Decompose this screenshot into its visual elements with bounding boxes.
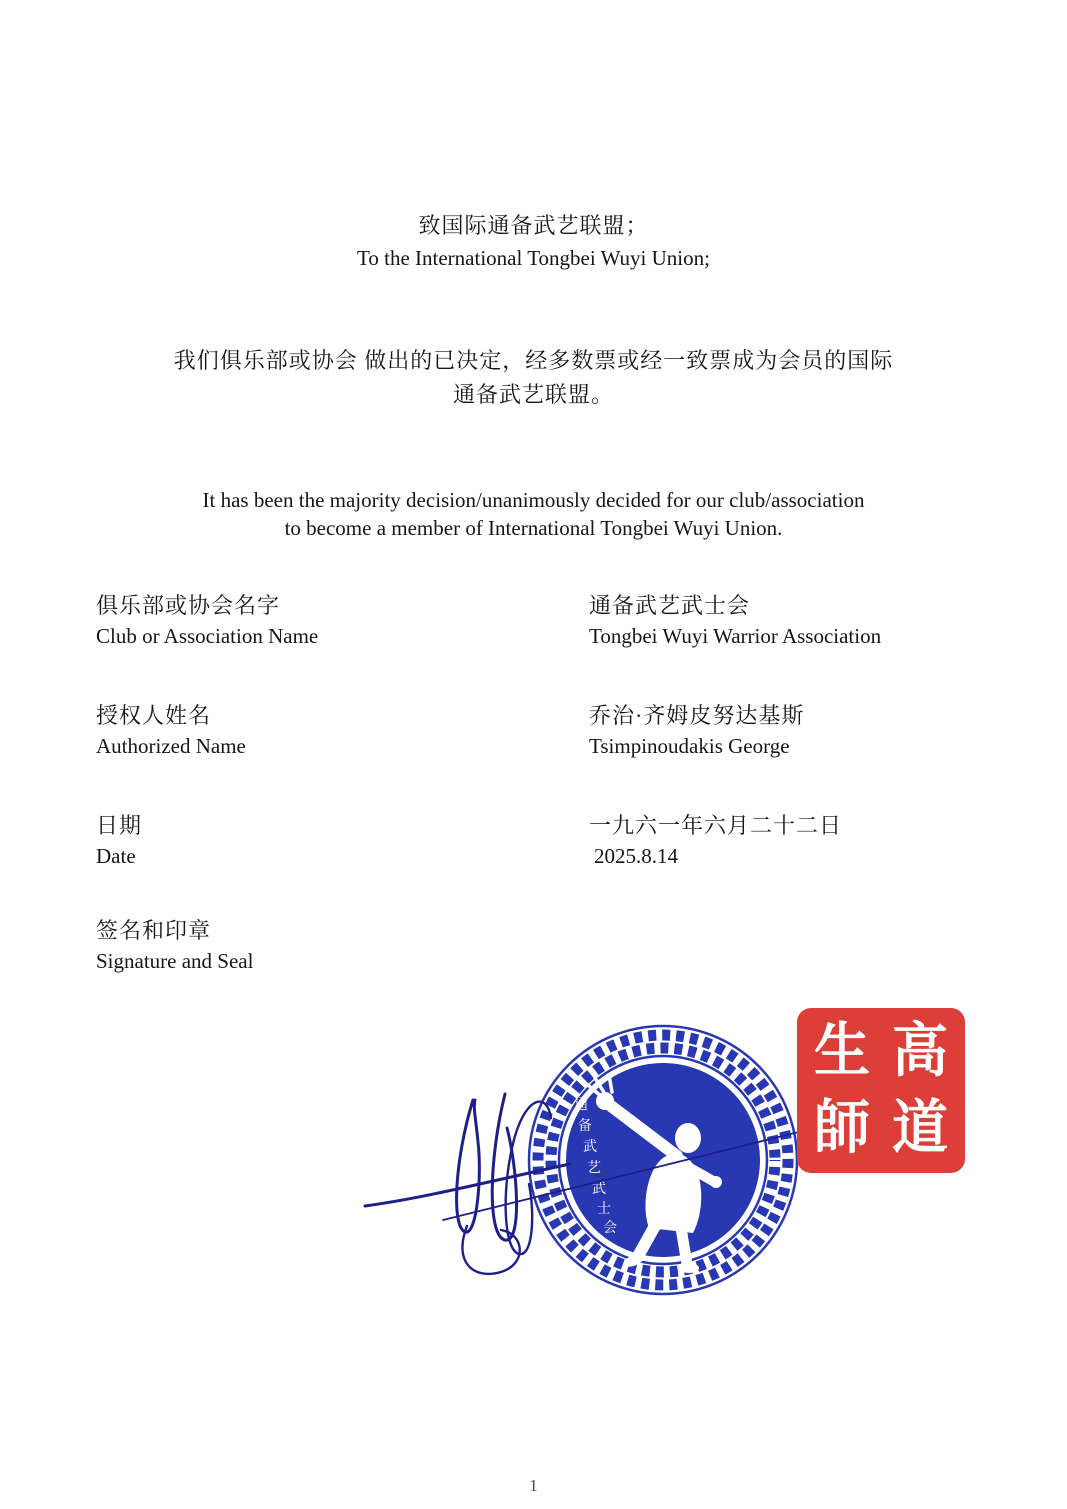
field-authorized-name-label xyxy=(96,700,246,761)
red-name-seal xyxy=(797,1008,965,1173)
field-date-label xyxy=(96,810,142,871)
field-date-value-en: 2025.8.14 xyxy=(594,844,678,868)
field-club-name-value-en: Tongbei Wuyi Warrior Association xyxy=(589,624,882,648)
field-date-value xyxy=(589,810,842,871)
statement-cn xyxy=(0,344,1067,412)
field-authorized-name-label-en: Authorized Name xyxy=(96,734,246,758)
field-club-name-value-cn: 通备武艺武士会 xyxy=(589,593,751,618)
field-date-label-cn: 日期 xyxy=(96,813,143,838)
field-club-name-label-en: Club or Association Name xyxy=(96,624,319,648)
statement-en-line1: It has been the majority decision/unanimously decided for our club/association xyxy=(202,488,865,512)
recipient-line-en: To the International Tongbei Wuyi Union; xyxy=(357,246,710,270)
seal-char-top-right: 高 xyxy=(892,1020,948,1085)
emblem-char-4: 艺 xyxy=(587,1161,601,1176)
emblem-char-7: 会 xyxy=(603,1221,617,1236)
statement-cn-line2: 通备武艺联盟。 xyxy=(452,382,614,407)
field-date-value-cn: 一九六一年六月二十二日 xyxy=(589,813,843,838)
field-authorized-name-value xyxy=(589,700,804,761)
statement-en xyxy=(0,486,1067,542)
handwritten-signature xyxy=(355,1058,830,1293)
field-club-name-label xyxy=(96,590,318,651)
field-signature-seal-label-en: Signature and Seal xyxy=(96,949,254,973)
statement-en-line2: to become a member of International Tongbei Wuyi Union. xyxy=(284,516,783,540)
emblem-char-3: 武 xyxy=(583,1140,597,1155)
field-authorized-name-value-en: Tsimpinoudakis George xyxy=(589,734,790,758)
seal-char-bottom-left: 師 xyxy=(814,1096,870,1161)
field-signature-seal-label xyxy=(96,915,253,976)
emblem-char-6: 士 xyxy=(597,1202,611,1217)
field-club-name-value xyxy=(589,590,881,651)
field-signature-seal-label-cn: 签名和印章 xyxy=(96,918,212,943)
emblem-char-5: 武 xyxy=(592,1182,606,1197)
recipient-line-cn: 致国际通备武艺联盟； xyxy=(418,213,649,238)
page-number: 1 xyxy=(529,1476,538,1495)
field-authorized-name-value-cn: 乔治·齐姆皮努达基斯 xyxy=(589,703,805,728)
field-club-name-label-cn: 俱乐部或协会名字 xyxy=(96,593,281,618)
field-date-label-en: Date xyxy=(96,844,136,868)
seal-char-top-left: 生 xyxy=(814,1020,870,1085)
emblem-char-1: 通 xyxy=(574,1098,588,1113)
seal-char-bottom-right: 道 xyxy=(892,1096,948,1161)
statement-cn-line1: 我们俱乐部或协会 做出的已决定，经多数票或经一致票成为会员的国际 xyxy=(173,348,894,373)
field-authorized-name-label-cn: 授权人姓名 xyxy=(96,703,212,728)
emblem-char-2: 备 xyxy=(578,1119,592,1134)
